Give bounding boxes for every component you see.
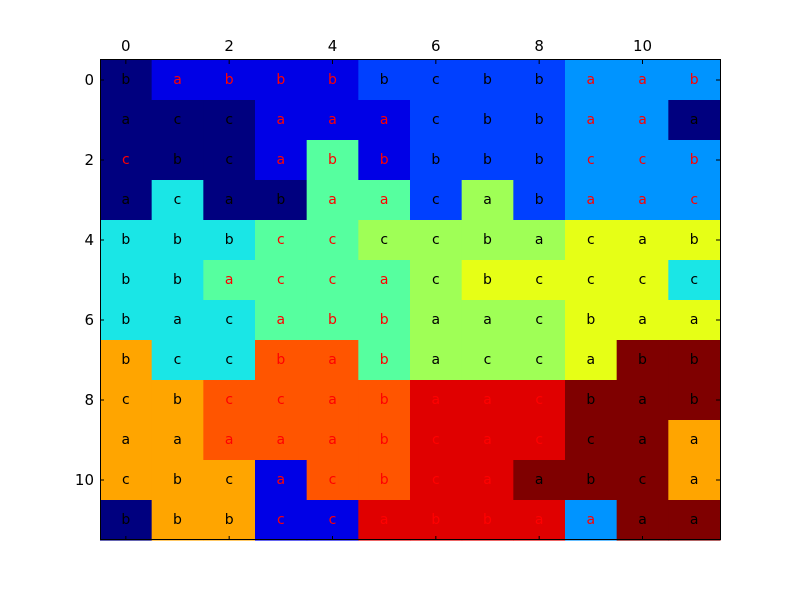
- cell-label: c: [328, 512, 337, 528]
- cell-label: b: [483, 112, 492, 128]
- cell-label: a: [121, 112, 131, 128]
- cell-label: c: [535, 272, 544, 288]
- cell-label: a: [379, 272, 389, 288]
- cell-label: a: [224, 432, 234, 448]
- cell-label: b: [173, 512, 182, 528]
- cell-label: a: [638, 512, 647, 528]
- cell-label: c: [276, 392, 285, 408]
- cell-label: a: [689, 472, 699, 488]
- cell-label: a: [689, 432, 699, 448]
- cell-label: a: [431, 392, 441, 408]
- cell-label: b: [173, 152, 182, 168]
- cell-label: c: [431, 112, 440, 128]
- cell-label: c: [690, 192, 699, 208]
- cell-label: b: [483, 272, 492, 288]
- cell-label: c: [431, 272, 440, 288]
- cell-label: b: [121, 352, 131, 368]
- cell-label: b: [483, 72, 492, 88]
- cell-label: a: [638, 192, 647, 208]
- cell-label: b: [173, 472, 182, 488]
- cell-label: a: [328, 352, 337, 368]
- cell-label: c: [431, 472, 440, 488]
- cell-label: a: [534, 512, 544, 528]
- cell-label: b: [276, 72, 286, 88]
- cell-label: a: [483, 432, 492, 448]
- cell-label: b: [534, 112, 544, 128]
- cell-label: a: [689, 112, 699, 128]
- cell-label: b: [224, 232, 234, 248]
- cell-label: a: [276, 432, 286, 448]
- cell-label: b: [379, 352, 389, 368]
- cell-label: c: [586, 272, 595, 288]
- x-tick-label: 0: [121, 37, 131, 55]
- cell-label: b: [586, 312, 596, 328]
- cell-label: b: [328, 312, 337, 328]
- cell-label: a: [483, 392, 492, 408]
- cell-label: b: [328, 152, 337, 168]
- cell-label: c: [225, 152, 234, 168]
- cell-label: c: [328, 472, 337, 488]
- cell-label: b: [121, 312, 131, 328]
- cell-label: c: [225, 472, 234, 488]
- cell-label: a: [379, 512, 389, 528]
- cell-label: c: [121, 392, 130, 408]
- cell-label: c: [483, 352, 492, 368]
- cell-label: a: [534, 472, 544, 488]
- cell-label: b: [379, 472, 389, 488]
- cell-label: b: [276, 352, 286, 368]
- cell-label: b: [379, 312, 389, 328]
- cell-label: a: [276, 472, 286, 488]
- cell-label: b: [121, 272, 131, 288]
- cell-label: a: [431, 352, 441, 368]
- cell-label: b: [689, 352, 699, 368]
- cell-label: c: [121, 152, 130, 168]
- cell-label: c: [431, 72, 440, 88]
- cell-label: a: [173, 72, 182, 88]
- cell-label: c: [173, 192, 182, 208]
- cell-label: c: [225, 392, 234, 408]
- cell-label: b: [379, 152, 389, 168]
- cell-label: b: [121, 512, 131, 528]
- cell-label: a: [431, 312, 441, 328]
- x-tick-label: 6: [431, 37, 441, 55]
- cell-label: c: [225, 112, 234, 128]
- cell-label: c: [690, 272, 699, 288]
- cell-label: a: [224, 192, 234, 208]
- x-tick-label: 8: [534, 37, 544, 55]
- cell-label: c: [328, 232, 337, 248]
- cell-label: c: [276, 512, 285, 528]
- x-tick-label: 4: [327, 37, 338, 55]
- cell-label: a: [483, 312, 492, 328]
- cell-label: b: [534, 72, 544, 88]
- cell-label: a: [276, 312, 286, 328]
- cell-label: a: [328, 432, 337, 448]
- cell-label: b: [121, 72, 131, 88]
- cell-label: c: [431, 232, 440, 248]
- cell-label: c: [276, 232, 285, 248]
- cell-label: a: [689, 312, 699, 328]
- cell-label: b: [689, 392, 699, 408]
- cell-label: a: [689, 512, 699, 528]
- cell-label: c: [431, 192, 440, 208]
- y-tick-label: 8: [84, 391, 94, 409]
- cell-label: c: [535, 352, 544, 368]
- y-tick-label: 4: [84, 231, 94, 249]
- cell-label: c: [380, 232, 389, 248]
- cell-label: b: [379, 72, 389, 88]
- cell-label: b: [431, 512, 441, 528]
- cell-label: c: [173, 352, 182, 368]
- cell-label: a: [638, 432, 647, 448]
- cell-label: a: [121, 192, 131, 208]
- cell-label: b: [689, 152, 699, 168]
- cell-label: b: [689, 232, 699, 248]
- cell-label: b: [483, 512, 492, 528]
- cell-label: b: [224, 512, 234, 528]
- cell-label: c: [225, 352, 234, 368]
- cell-label: a: [638, 232, 647, 248]
- cell-label: b: [328, 72, 337, 88]
- cell-label: c: [535, 432, 544, 448]
- cell-label: b: [638, 352, 647, 368]
- cell-label: b: [431, 152, 441, 168]
- heatmap-cells: [100, 60, 721, 541]
- cell-label: b: [689, 72, 699, 88]
- cell-label: a: [638, 72, 647, 88]
- cell-label: a: [328, 192, 337, 208]
- x-tick-label: 2: [224, 37, 234, 55]
- cell-label: a: [586, 112, 596, 128]
- cell-label: c: [225, 312, 234, 328]
- cell-label: b: [173, 392, 182, 408]
- cell-label: a: [638, 392, 647, 408]
- cell-label: a: [638, 312, 647, 328]
- cell-label: b: [483, 152, 492, 168]
- cell-label: b: [534, 192, 544, 208]
- cell-label: b: [224, 72, 234, 88]
- cell-label: a: [121, 432, 131, 448]
- cell-label: b: [586, 472, 596, 488]
- cell-label: c: [586, 432, 595, 448]
- cell-label: c: [276, 272, 285, 288]
- cell-label: a: [534, 232, 544, 248]
- cell-label: a: [276, 112, 286, 128]
- y-tick-label: 6: [84, 311, 94, 329]
- cell-label: c: [586, 232, 595, 248]
- y-tick-label: 2: [84, 151, 94, 169]
- cell-label: b: [483, 232, 492, 248]
- cell-label: b: [586, 392, 596, 408]
- cell-label: b: [276, 192, 286, 208]
- cell-label: a: [224, 272, 234, 288]
- cell-label: a: [328, 392, 337, 408]
- cell-label: c: [638, 152, 647, 168]
- cell-label: a: [586, 192, 596, 208]
- cell-label: a: [586, 512, 596, 528]
- cell-label: c: [121, 472, 130, 488]
- cell-label: b: [379, 392, 389, 408]
- cell-label: c: [535, 392, 544, 408]
- cell-label: c: [638, 272, 647, 288]
- y-tick-label: 10: [74, 471, 94, 489]
- cell-label: c: [328, 272, 337, 288]
- cell-label: b: [534, 152, 544, 168]
- cell-label: b: [173, 232, 182, 248]
- cell-label: a: [173, 312, 182, 328]
- cell-label: c: [638, 472, 647, 488]
- cell-label: b: [121, 232, 131, 248]
- cell-label: c: [535, 312, 544, 328]
- x-tick-label: 10: [632, 37, 653, 55]
- cell-label: b: [379, 432, 389, 448]
- cell-label: a: [276, 152, 286, 168]
- cell-label: b: [173, 272, 182, 288]
- cell-label: a: [483, 472, 492, 488]
- y-tick-label: 0: [84, 71, 94, 89]
- cell-label: c: [173, 112, 182, 128]
- cell-label: a: [379, 192, 389, 208]
- cell-label: a: [173, 432, 182, 448]
- cell-label: a: [328, 112, 337, 128]
- cell-label: a: [379, 112, 389, 128]
- cell-label: a: [638, 112, 647, 128]
- cell-label: a: [586, 72, 596, 88]
- cell-label: c: [586, 152, 595, 168]
- cell-label: c: [431, 432, 440, 448]
- cell-label: a: [586, 352, 596, 368]
- cell-label: a: [483, 192, 492, 208]
